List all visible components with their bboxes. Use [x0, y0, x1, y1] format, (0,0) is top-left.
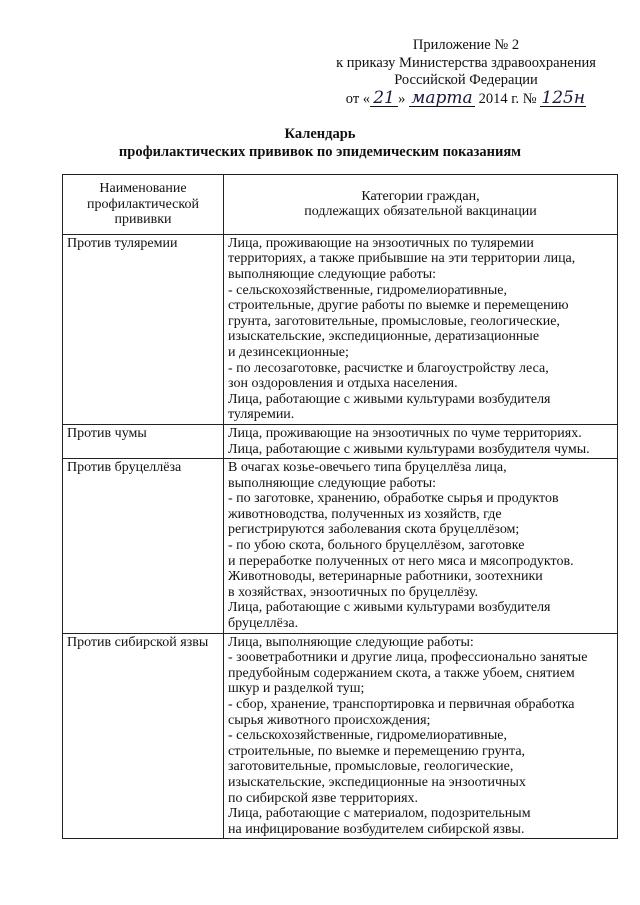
handwritten-day: 21 [370, 90, 398, 107]
category-text-line: по сибирской язве территориях. [228, 790, 419, 806]
header-text: прививки [114, 212, 172, 228]
category-text-line: и переработке полученных от него мяса и мясопродуктов. [228, 553, 574, 569]
category-text-line: и дезинсекционные; [228, 344, 349, 360]
date-year: 2014 г. № [478, 90, 537, 107]
appendix-date-line [316, 87, 616, 109]
citizen-categories-cell [224, 234, 618, 424]
vaccination-name-cell: Против туляремии [63, 234, 224, 424]
category-text-line: В очагах козье-овечьего типа бруцеллёза лица, [228, 460, 507, 476]
category-text-line: туляремии. [228, 407, 295, 423]
appendix-order-ref: к приказу Министерства здравоохранения [336, 54, 596, 71]
category-text-line: - зооветработники и другие лица, профессионально занятые [228, 650, 588, 666]
citizen-categories-cell [224, 633, 618, 839]
category-text-line: Лица, работающие с живыми культурами возбудителя [228, 600, 551, 616]
category-text-line: выполняющие следующие работы: [228, 475, 437, 491]
category-text-line: Лица, работающие с живыми культурами возбудителя [228, 391, 551, 407]
category-text-line: изыскательские, экспедиционные, дератизационные [228, 329, 540, 345]
category-text-line: шкур и разделкой туш; [228, 681, 365, 697]
title-line-1: Календарь [284, 126, 356, 142]
header-text: подлежащих обязательной вакцинации [304, 204, 537, 220]
category-text-line: заготовительные, промысловые, геологические, [228, 759, 514, 775]
header-text: Наименование [99, 181, 187, 196]
category-text-line: Лица, работающие с материалом, подозрительным [228, 806, 531, 822]
category-text-line: Лица, работающие с живыми культурами возбудителя чумы. [228, 441, 590, 457]
category-text-line: Лица, проживающие на энзоотичных по туляремии [228, 235, 534, 251]
date-mid: » [398, 90, 406, 107]
header-vaccination-name [63, 175, 224, 235]
category-text-line: сырья животного происхождения; [228, 712, 431, 728]
category-text-line: - сельскохозяйственные, гидромелиоративные, [228, 282, 508, 298]
category-text-line: выполняющие следующие работы: [228, 266, 437, 282]
category-text-line: территориях, а также прибывшие на эти территории лица, [228, 251, 576, 267]
category-text-line: - сбор, хранение, транспортировка и первичная обработка [228, 697, 575, 712]
category-text-line: на инфицирование возбудителем сибирской язвы. [228, 821, 525, 837]
category-text-line: изыскательские, экспедиционные на энзоотичных [228, 774, 526, 790]
category-text-line: Лица, проживающие на энзоотичных по чуме территориях. [228, 425, 582, 441]
category-text-line: Животноводы, ветеринарные работники, зоотехники [228, 569, 543, 585]
category-text-line: предубойным содержанием скота, а также убоем, снятием [228, 665, 575, 681]
category-text-line: - сельскохозяйственные, гидромелиоративные, [228, 728, 508, 744]
category-text-line: животноводства, полученных из хозяйств, где [228, 506, 502, 522]
category-text-line: грунта, заготовительные, промысловые, геологические, [228, 313, 560, 329]
header-text: профилактической [87, 196, 199, 212]
category-text-line: бруцеллёза. [228, 616, 299, 632]
appendix-block [316, 37, 616, 108]
table-row [63, 633, 618, 839]
appendix-title: Приложение № 2 [412, 37, 520, 53]
vaccination-name-cell: Против чумы [63, 424, 224, 458]
vaccination-name-cell: Против сибирской язвы [63, 633, 224, 839]
date-prefix: от « [345, 90, 371, 107]
handwritten-order-number: 125н [541, 87, 586, 108]
category-text-line: - по заготовке, хранению, обработке сырья и продуктов [228, 491, 559, 507]
citizen-categories-cell [224, 459, 618, 634]
category-text-line: строительные, другие работы по выемке и перемещению [228, 298, 569, 314]
vaccination-name-cell: Против бруцеллёза [63, 459, 224, 634]
category-text-line: зон оздоровления и отдыха населения. [228, 376, 458, 392]
table-row [63, 424, 618, 458]
document-title [0, 125, 640, 161]
category-text-line: Лица, выполняющие следующие работы: [228, 634, 474, 650]
table-row [63, 234, 618, 424]
table-row [63, 459, 618, 634]
category-text-line: - по убою скота, больного бруцеллёзом, заготовке [228, 538, 525, 554]
category-text-line: строительные, по выемке и перемещению грунта, [228, 743, 526, 759]
category-text-line: в хозяйствах, энзоотичных по бруцеллёзу. [228, 584, 478, 600]
category-text-line: - по лесозаготовке, расчистке и благоустройству леса, [228, 360, 549, 376]
title-line-2: профилактических прививок по эпидемическим показаниям [118, 144, 522, 160]
table-header-row [63, 175, 618, 235]
header-text: Категории граждан, [361, 188, 480, 204]
category-text-line: регистрируются заболевания скота бруцеллёзом; [228, 522, 520, 538]
handwritten-month: марта [409, 90, 475, 107]
vaccination-table [62, 174, 618, 839]
appendix-federation: Российской Федерации [394, 72, 538, 88]
citizen-categories-cell [224, 424, 618, 458]
header-citizen-categories [224, 175, 618, 235]
